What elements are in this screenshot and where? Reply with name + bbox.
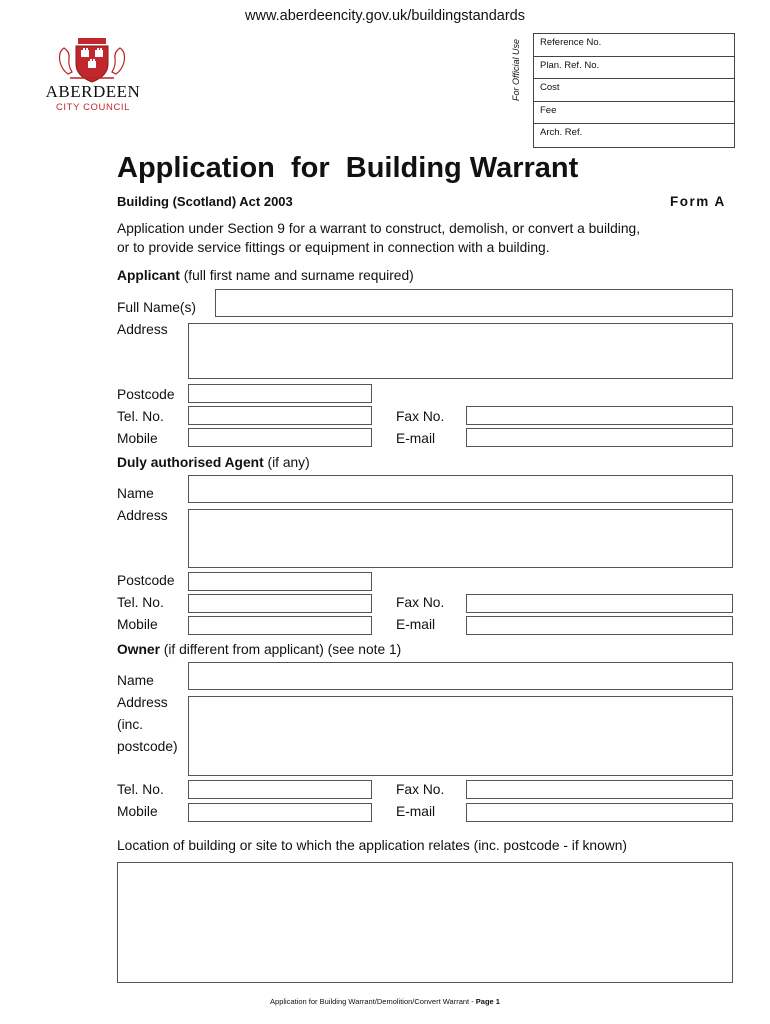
location-field[interactable] [117,862,733,983]
owner-heading [117,642,401,657]
applicant-heading-note: (full first name and surname required) [179,268,414,283]
applicant-address-field[interactable] [188,323,733,379]
owner-email-field[interactable] [466,803,733,822]
applicant-tel-label: Tel. No. [117,409,164,424]
applicant-heading-label: Applicant [117,268,180,283]
agent-heading-label: Duly authorised Agent [117,455,264,470]
owner-mobile-label: Mobile [117,804,158,819]
official-field-plan-ref: Plan. Ref. No. [534,57,734,80]
official-field-fee: Fee [534,102,734,125]
owner-fax-field[interactable] [466,780,733,799]
agent-postcode-field[interactable] [188,572,372,591]
agent-email-field[interactable] [466,616,733,635]
logo-wordmark: ABERDEEN [45,82,141,101]
agent-mobile-field[interactable] [188,616,372,635]
owner-tel-label: Tel. No. [117,782,164,797]
agent-heading-note: (if any) [263,455,310,470]
applicant-mobile-label: Mobile [117,431,158,446]
footer-page-number: Page 1 [475,997,500,1006]
official-use-table [533,33,735,148]
owner-address-label-3: postcode) [117,739,178,754]
applicant-email-label: E-mail [396,431,436,446]
agent-mobile-label: Mobile [117,617,158,632]
owner-email-label: E-mail [396,804,436,819]
act-subtitle: Building (Scotland) Act 2003 [117,194,293,209]
applicant-fax-field[interactable] [466,406,733,425]
logo-subtitle: CITY COUNCIL [55,102,131,113]
owner-heading-note: (if different from applicant) (see note 1) [159,642,402,657]
page-title: Application for Building Warrant [117,152,579,184]
owner-address-label-1: Address [117,695,168,710]
agent-fax-field[interactable] [466,594,733,613]
applicant-full-names-label: Full Name(s) [117,300,196,315]
agent-postcode-label: Postcode [117,573,175,588]
owner-heading-label: Owner [117,642,160,657]
intro-line-1: Application under Section 9 for a warrant to construct, demolish, or convert a building, [117,221,641,236]
applicant-tel-field[interactable] [188,406,372,425]
agent-name-field[interactable] [188,475,733,503]
applicant-postcode-label: Postcode [117,387,175,402]
owner-name-label: Name [117,673,154,688]
applicant-heading [117,268,414,283]
page-footer [0,997,770,1006]
intro-line-2: or to provide service fittings or equipment in connection with a building. [117,240,550,255]
intro-text [117,219,737,257]
official-field-reference: Reference No. [534,34,734,57]
applicant-fax-label: Fax No. [396,409,445,424]
owner-mobile-field[interactable] [188,803,372,822]
agent-address-field[interactable] [188,509,733,568]
agent-heading [117,455,310,470]
applicant-address-label: Address [117,322,168,337]
owner-name-field[interactable] [188,662,733,690]
agent-tel-field[interactable] [188,594,372,613]
owner-fax-label: Fax No. [396,782,445,797]
official-field-arch-ref: Arch. Ref. [540,127,583,139]
agent-fax-label: Fax No. [396,595,445,610]
official-field-cost: Cost [534,79,734,102]
owner-address-field[interactable] [188,696,733,776]
agent-tel-label: Tel. No. [117,595,164,610]
agent-name-label: Name [117,486,154,501]
official-use-label: For Official Use [511,38,521,102]
agent-email-label: E-mail [396,617,436,632]
applicant-postcode-field[interactable] [188,384,372,403]
owner-tel-field[interactable] [188,780,372,799]
applicant-email-field[interactable] [466,428,733,447]
owner-address-label-2: (inc. [117,717,144,732]
form-label: Form A [670,194,726,209]
footer-text: Application for Building Warrant/Demolition/Convert Warrant - [270,997,476,1006]
agent-address-label: Address [117,508,168,523]
applicant-full-names-field[interactable] [215,289,733,317]
applicant-mobile-field[interactable] [188,428,372,447]
website-url: www.aberdeencity.gov.uk/buildingstandards [245,8,525,24]
crest-icon [34,36,150,84]
location-label: Location of building or site to which the application relates (inc. postcode - if known) [117,838,627,853]
